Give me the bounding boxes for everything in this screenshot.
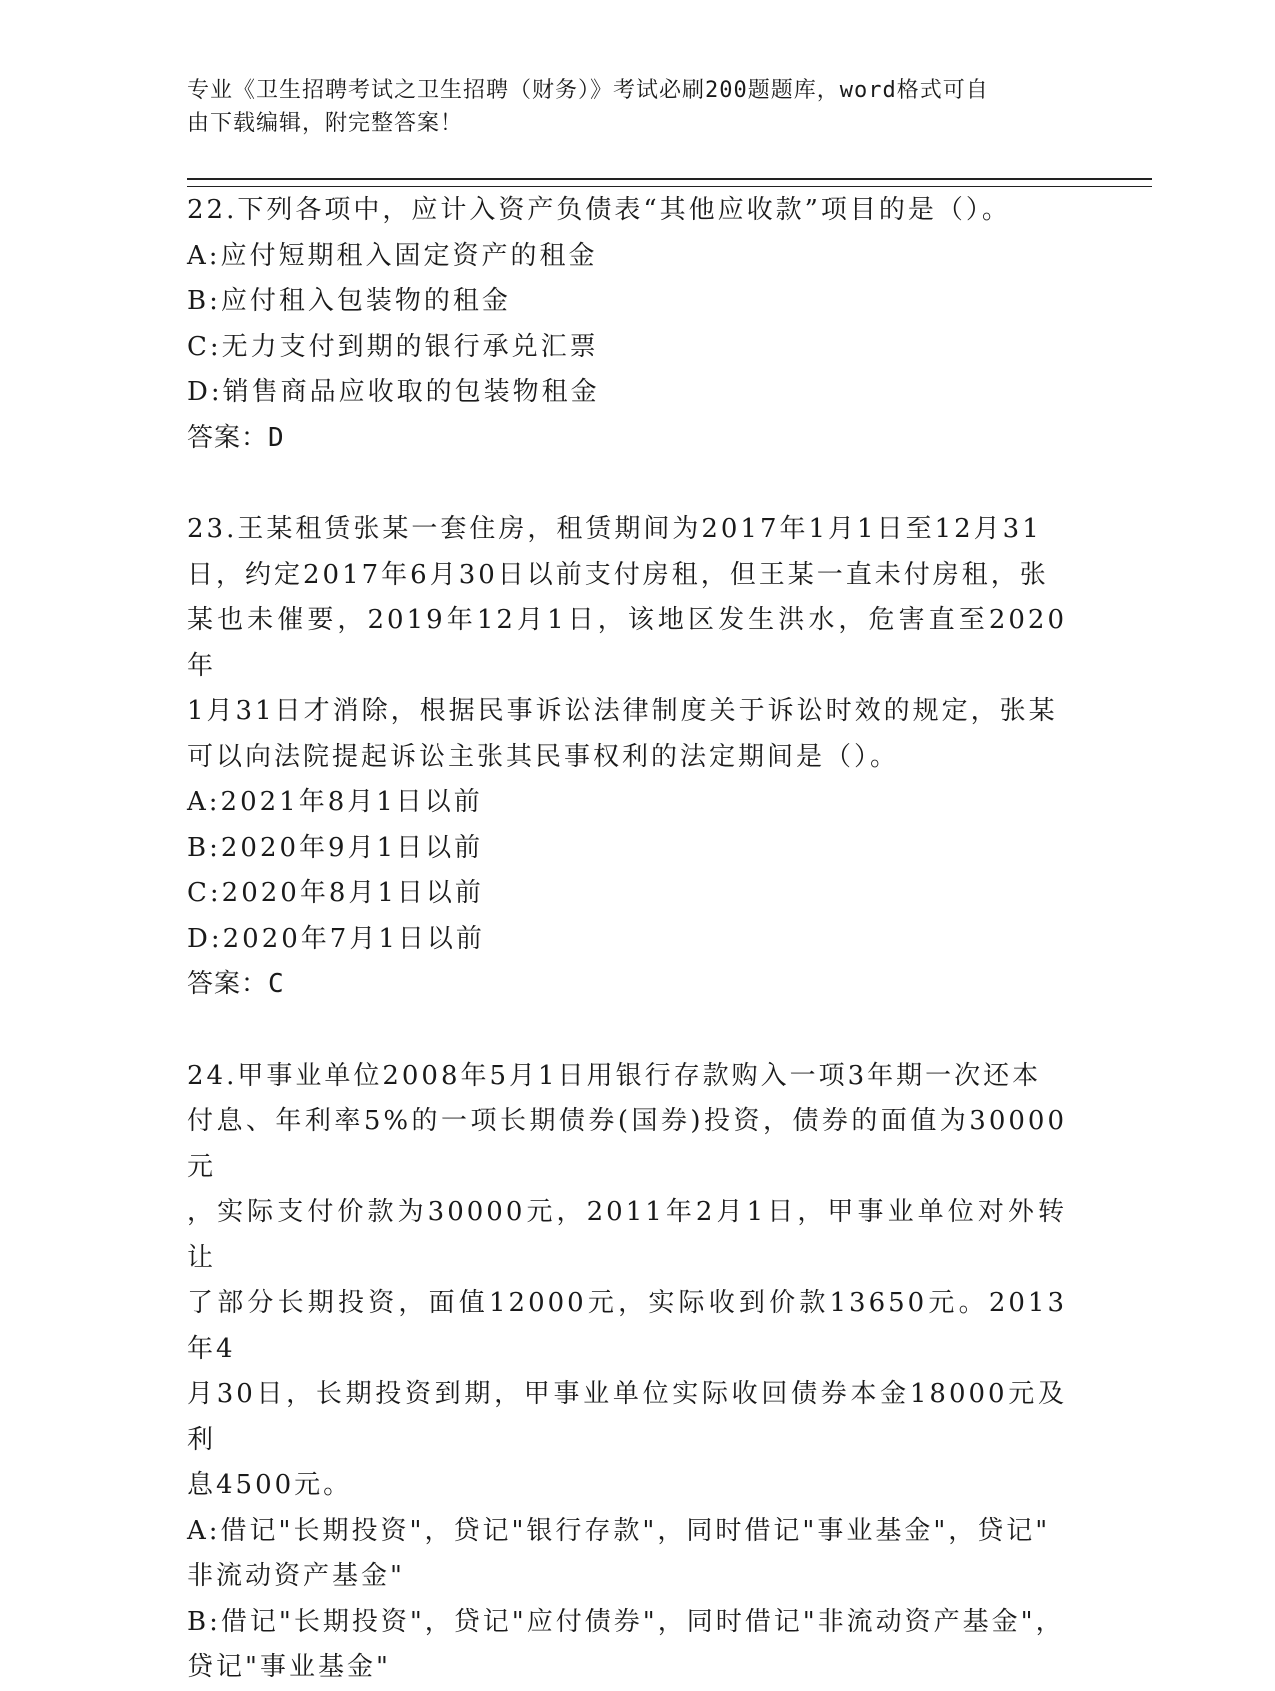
question-stem-line: 付息、年利率5%的一项长期债券(国券)投资，债券的面值为30000元 <box>187 1106 1067 1182</box>
answer-label: 答案：D <box>187 422 285 453</box>
question-stem-line: 日，约定2017年6月30日以前支付房租，但王某一直未付房租，张 <box>187 559 1049 590</box>
option-a-line-1: A:借记"长期投资"，贷记"银行存款"，同时借记"事业基金"，贷记" <box>187 1515 1051 1546</box>
option-a: A:2021年8月1日以前 <box>187 787 483 817</box>
question-stem-line: 1月31日才消除，根据民事诉讼法律制度关于诉讼时效的规定，张某 <box>187 696 1058 726</box>
option-b: B:应付租入包装物的租金 <box>187 286 511 316</box>
header-divider <box>187 178 1152 187</box>
option-d: D:2020年7月1日以前 <box>187 923 485 954</box>
answer-label: 答案：C <box>187 969 285 999</box>
option-c: C:2020年8月1日以前 <box>187 878 484 908</box>
question-24 <box>187 1054 1067 1691</box>
question-spacer <box>187 1008 1067 1054</box>
question-stem: 22.下列各项中，应计入资产负债表“其他应收款”项目的是（）。 <box>187 195 1011 225</box>
option-b-line-2: 贷记"事业基金" <box>187 1652 391 1682</box>
question-stem-line: 24.甲事业单位2008年5月1日用银行存款购入一项3年期一次还本 <box>187 1060 1042 1091</box>
question-list <box>187 188 1067 1691</box>
option-d: D:销售商品应收取的包装物租金 <box>187 377 600 407</box>
option-a-line-2: 非流动资产基金" <box>187 1561 405 1591</box>
option-a: A:应付短期租入固定资产的租金 <box>187 240 598 271</box>
question-stem-line: 月30日，长期投资到期，甲事业单位实际收回债券本金18000元及利 <box>187 1379 1067 1455</box>
question-23 <box>187 507 1067 1008</box>
header-line-1: 专业《卫生招聘考试之卫生招聘（财务）》考试必刷200题题库，word格式可自 <box>187 78 989 103</box>
document-header <box>187 74 1087 140</box>
question-stem-line: ，实际支付价款为30000元，2011年2月1日，甲事业单位对外转让 <box>187 1197 1067 1273</box>
header-line-2: 由下载编辑，附完整答案！ <box>187 111 464 136</box>
question-22 <box>187 188 1067 461</box>
question-stem-line: 了部分长期投资，面值12000元，实际收到价款13650元。2013年4 <box>187 1288 1067 1364</box>
option-b-line-1: B:借记"长期投资"，贷记"应付债券"，同时借记"非流动资产基金"， <box>187 1606 1065 1637</box>
option-b: B:2020年9月1日以前 <box>187 832 484 863</box>
question-stem-line: 某也未催要，2019年12月1日，该地区发生洪水，危害直至2020年 <box>187 605 1067 681</box>
question-stem-line: 23.王某租赁张某一套住房，租赁期间为2017年1月1日至12月31 <box>187 514 1042 544</box>
question-stem-line: 可以向法院提起诉讼主张其民事权利的法定期间是（）。 <box>187 741 900 772</box>
question-stem-line: 息4500元。 <box>187 1470 353 1500</box>
option-c: C:无力支付到期的银行承兑汇票 <box>187 331 599 362</box>
question-spacer <box>187 461 1067 507</box>
